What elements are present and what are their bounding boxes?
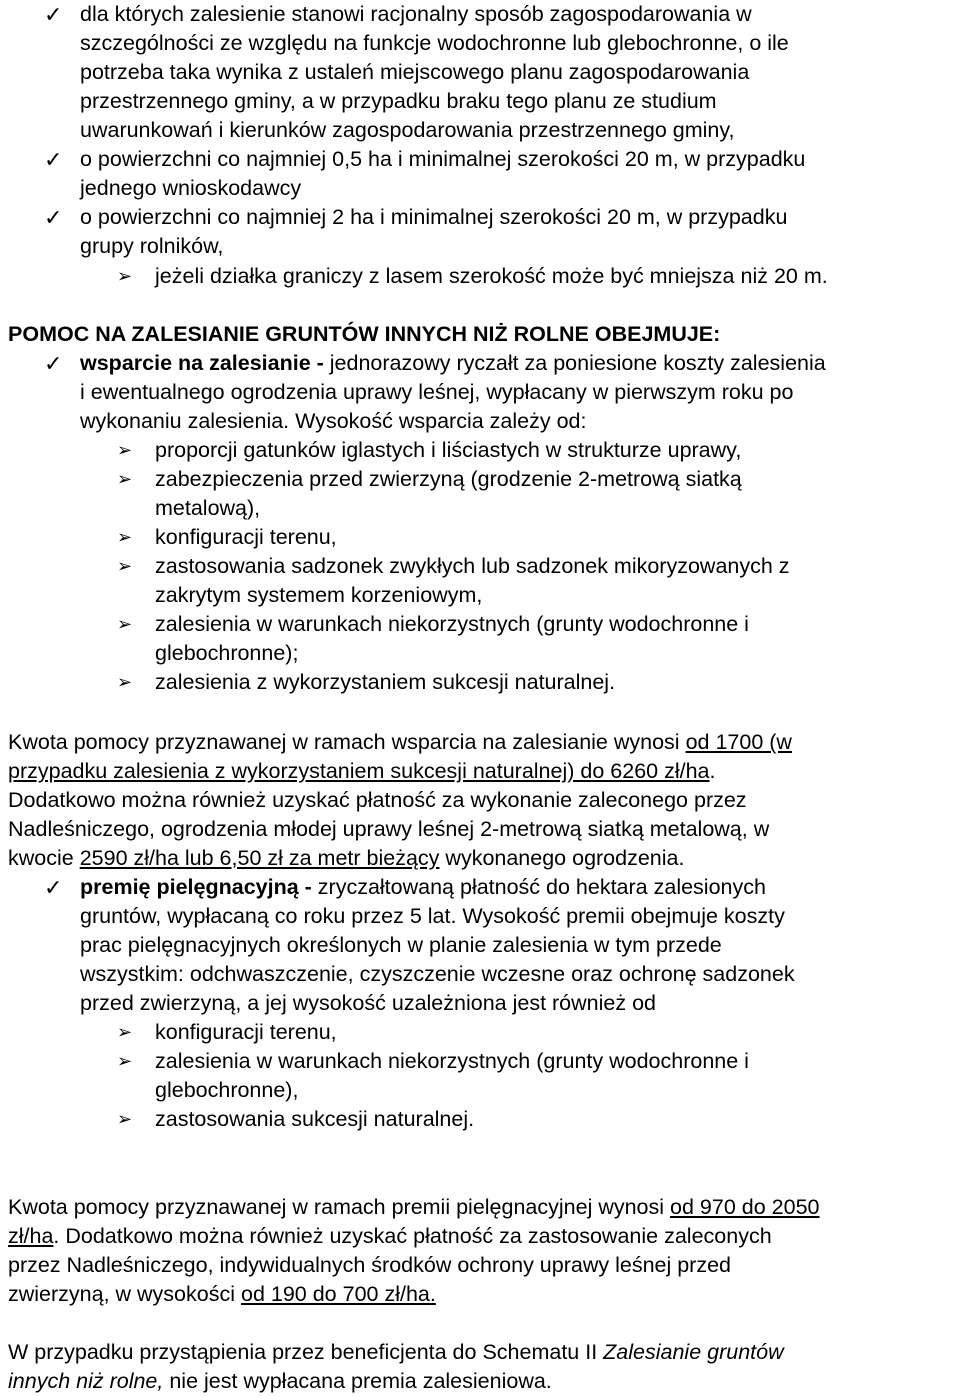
text-span: W przypadku przystąpienia przez beneficjenta do Schematu II (8, 1340, 604, 1364)
text-span: nie jest wypłacana premia zalesieniowa. (163, 1369, 552, 1393)
text-line: zalesienia z wykorzystaniem sukcesji naturalnej. (155, 670, 616, 694)
arrow-bullet-icon: ➢ (117, 1051, 133, 1071)
text-line (8, 844, 684, 873)
italic-title: Zalesianie gruntów (603, 1340, 784, 1364)
text-span: Kwota pomocy przyznawanej w ramach premii pielęgnacyjnej wynosi (8, 1195, 671, 1219)
arrow-bullet-icon: ➢ (117, 266, 133, 286)
text-line: jednego wnioskodawcy (80, 176, 302, 200)
arrow-bullet-icon: ➢ (117, 672, 133, 692)
text-span: Kwota pomocy przyznawanej w ramach wsparcia na zalesianie wynosi (8, 730, 686, 754)
text-span: . Dodatkowo można również uzyskać płatność za zastosowanie zaleconych (53, 1224, 772, 1248)
text-line: Nadleśniczego, ogrodzenia młodej uprawy leśnej 2-metrową siatką metalową, w (8, 817, 770, 841)
text-line: przestrzennego gminy, a w przypadku braku tego planu ze studium (80, 89, 717, 113)
text-line: o powierzchni co najmniej 0,5 ha i minimalnej szerokości 20 m, w przypadku (80, 147, 806, 171)
text-span: zryczałtowaną płatność do hektara zalesionych (311, 875, 766, 899)
text-line: glebochronne); (155, 641, 299, 665)
arrow-bullet-icon: ➢ (117, 614, 133, 634)
section-heading: POMOC NA ZALESIANIE GRUNTÓW INNYCH NIŻ ROLNE OBEJMUJE: (8, 322, 721, 346)
arrow-bullet-icon: ➢ (117, 527, 133, 547)
underlined-amount: od 1700 (w (685, 730, 792, 754)
italic-title: innych niż rolne, (8, 1369, 164, 1393)
text-line (80, 349, 826, 378)
arrow-bullet-icon: ➢ (117, 440, 133, 460)
text-span: kwocie (8, 846, 80, 870)
text-span: jednorazowy ryczałt za poniesione koszty zalesienia (323, 351, 826, 375)
text-span: zwierzyną, w wysokości (8, 1282, 241, 1306)
text-line: grupy rolników, (80, 234, 224, 258)
underlined-amount: przypadku zalesienia z wykorzystaniem sukcesji naturalnej) do 6260 zł/ha (8, 759, 710, 783)
underlined-amount: 2590 zł/ha lub 6,50 zł za metr bieżący (79, 846, 440, 870)
underlined-amount: od 190 do 700 zł/ha. (240, 1282, 436, 1306)
text-line: uwarunkowań i kierunków zagospodarowania przestrzennego gminy, (80, 118, 735, 142)
checkmark-icon: ✓ (44, 875, 63, 900)
text-line (8, 757, 715, 786)
text-span: wykonanego ogrodzenia. (439, 846, 685, 870)
text-line (80, 873, 766, 902)
text-span: . (709, 759, 716, 783)
text-line (8, 1280, 436, 1309)
text-line (8, 1222, 772, 1251)
text-line: glebochronne), (155, 1078, 299, 1102)
text-line: jeżeli działka graniczy z lasem szerokość może być mniejsza niż 20 m. (155, 264, 828, 288)
text-line: zastosowania sadzonek zwykłych lub sadzonek mikoryzowanych z (155, 554, 790, 578)
underlined-amount: od 970 do 2050 (670, 1195, 820, 1219)
underlined-amount: zł/ha (8, 1224, 54, 1248)
text-line: o powierzchni co najmniej 2 ha i minimalnej szerokości 20 m, w przypadku (80, 205, 788, 229)
text-line (8, 728, 792, 757)
arrow-bullet-icon: ➢ (117, 1109, 133, 1129)
checkmark-icon: ✓ (44, 205, 63, 230)
text-line: potrzeba taka wynika z ustaleń miejscowego planu zagospodarowania (80, 60, 750, 84)
bold-term: premię pielęgnacyjną - (80, 875, 312, 899)
text-line: i ewentualnego ogrodzenia uprawy leśnej, wypłacany w pierwszym roku po (80, 380, 794, 404)
text-line (8, 1193, 819, 1222)
checkmark-icon: ✓ (44, 351, 63, 376)
text-line: metalową), (155, 496, 261, 520)
text-line (8, 1338, 784, 1367)
text-line: konfiguracji terenu, (155, 525, 337, 549)
text-line: zalesienia w warunkach niekorzystnych (grunty wodochronne i (155, 612, 749, 636)
text-line: Dodatkowo można również uzyskać płatność za wykonanie zaleconego przez (8, 788, 747, 812)
text-line: gruntów, wypłacaną co roku przez 5 lat. Wysokość premii obejmuje koszty (80, 904, 785, 928)
text-line: przez Nadleśniczego, indywidualnych środków ochrony uprawy leśnej przed (8, 1253, 732, 1277)
arrow-bullet-icon: ➢ (117, 1022, 133, 1042)
arrow-bullet-icon: ➢ (117, 556, 133, 576)
text-line (8, 1367, 552, 1396)
text-line: zastosowania sukcesji naturalnej. (155, 1107, 475, 1131)
arrow-bullet-icon: ➢ (117, 469, 133, 489)
text-line: konfiguracji terenu, (155, 1020, 337, 1044)
text-line: szczególności ze względu na funkcje wodochronne lub glebochronne, o ile (80, 31, 789, 55)
checkmark-icon: ✓ (44, 147, 63, 172)
text-line: przed zwierzyną, a jej wysokość uzależniona jest również od (80, 991, 656, 1015)
checkmark-icon: ✓ (44, 2, 63, 27)
text-line: prac pielęgnacyjnych określonych w planie zalesienia w tym przede (80, 933, 722, 957)
text-line: wszystkim: odchwaszczenie, czyszczenie wczesne oraz ochronę sadzonek (80, 962, 795, 986)
text-line: wykonaniu zalesienia. Wysokość wsparcia zależy od: (80, 409, 587, 433)
bold-term: wsparcie na zalesianie - (80, 351, 324, 375)
text-line: zabezpieczenia przed zwierzyną (grodzenie 2-metrową siatką (155, 467, 742, 491)
text-line: proporcji gatunków iglastych i liściastych w strukturze uprawy, (155, 438, 742, 462)
text-line: zalesienia w warunkach niekorzystnych (grunty wodochronne i (155, 1049, 749, 1073)
text-line: zakrytym systemem korzeniowym, (155, 583, 483, 607)
text-line: dla których zalesienie stanowi racjonalny sposób zagospodarowania w (80, 2, 752, 26)
